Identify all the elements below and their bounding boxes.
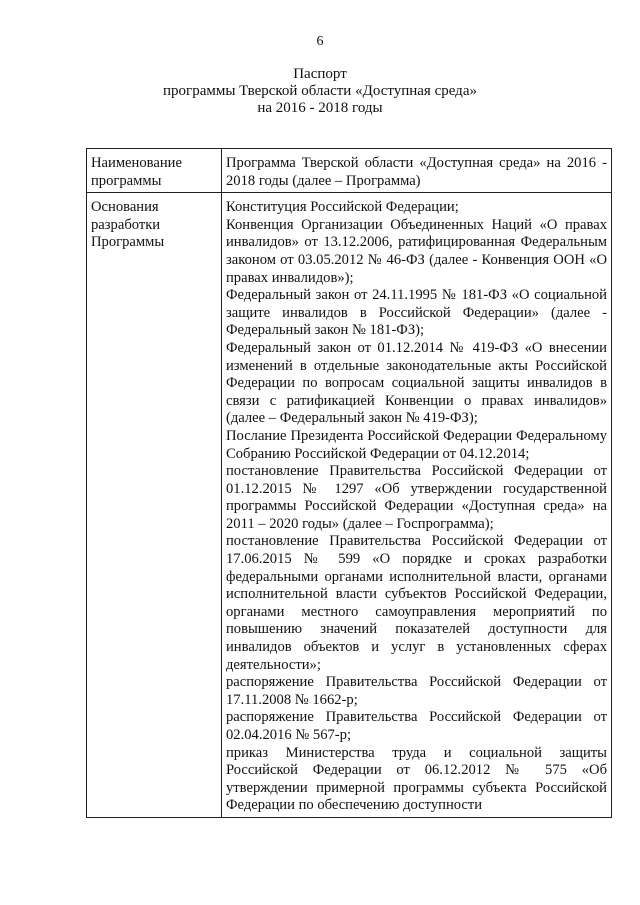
passport-table bbox=[86, 148, 612, 818]
value-paragraph: приказ Министерства труда и социальной защиты Российской Федерации от 06.12.2012 № 575 «Об утверждении примерной программы субъекта Российской Федерации по обеспечению доступности bbox=[226, 744, 607, 814]
page-number: 6 bbox=[316, 34, 324, 49]
value-paragraph: Федеральный закон от 24.11.1995 № 181-ФЗ «О социальной защите инвалидов в Российской Федерации» (далее - Федеральный закон № 181-ФЗ); bbox=[226, 287, 607, 339]
value-paragraph: постановление Правительства Российской Федерации от 01.12.2015 № 1297 «Об утверждении государственной программы Российской Федерации «Доступная среда» на 2011 – 2020 годы» (далее – Госпрограмма); bbox=[226, 463, 607, 532]
title-line-2: программы Тверской области «Доступная среда» bbox=[163, 83, 477, 99]
title-line-1: Паспорт bbox=[293, 66, 347, 82]
value-paragraph: Послание Президента Российской Федерации Федеральному Собранию Российской Федерации от 04.12.2014; bbox=[226, 427, 607, 462]
row-label: Наименование программы bbox=[87, 149, 222, 193]
value-paragraph: Федеральный закон от 01.12.2014 № 419-ФЗ «О внесении изменений в отдельные законодательные акты Российской Федерации по вопросам социальной защиты инвалидов в связи с ратификацией Конвенции о правах инвалидов» (далее – Федеральный закон № 419-ФЗ); bbox=[226, 339, 607, 427]
value-paragraph: Конвенция Организации Объединенных Наций «О правах инвалидов» от 13.12.2006, ратифицированная Федеральным законом от 03.05.2012 № 46-ФЗ (далее - Конвенция ООН «О правах инвалидов»); bbox=[226, 216, 607, 286]
table-row bbox=[87, 193, 612, 818]
document-title bbox=[0, 66, 640, 117]
value-paragraph: распоряжение Правительства Российской Федерации от 02.04.2016 № 567-р; bbox=[226, 709, 607, 743]
value-paragraph: распоряжение Правительства Российской Федерации от 17.11.2008 № 1662-р; bbox=[226, 674, 607, 708]
value-paragraph: Конституция Российской Федерации; bbox=[226, 199, 459, 216]
row-value bbox=[222, 149, 612, 193]
title-line-3: на 2016 - 2018 годы bbox=[257, 100, 383, 116]
row-label: Основания разработки Программы bbox=[87, 193, 222, 818]
table-row bbox=[87, 149, 612, 193]
value-paragraph: Программа Тверской области «Доступная среда» на 2016 - 2018 годы (далее – Программа) bbox=[226, 155, 607, 189]
value-paragraph: постановление Правительства Российской Федерации от 17.06.2015 № 599 «О порядке и сроках разработки федеральными органами исполнительной власти, органами исполнительной власти субъектов Российской Федерации, органами местного самоуправления мероприятий по повышению значений показателей доступности для инвалидов объектов и услуг в установленных сферах деятельности»; bbox=[226, 533, 607, 673]
row-value bbox=[222, 193, 612, 818]
